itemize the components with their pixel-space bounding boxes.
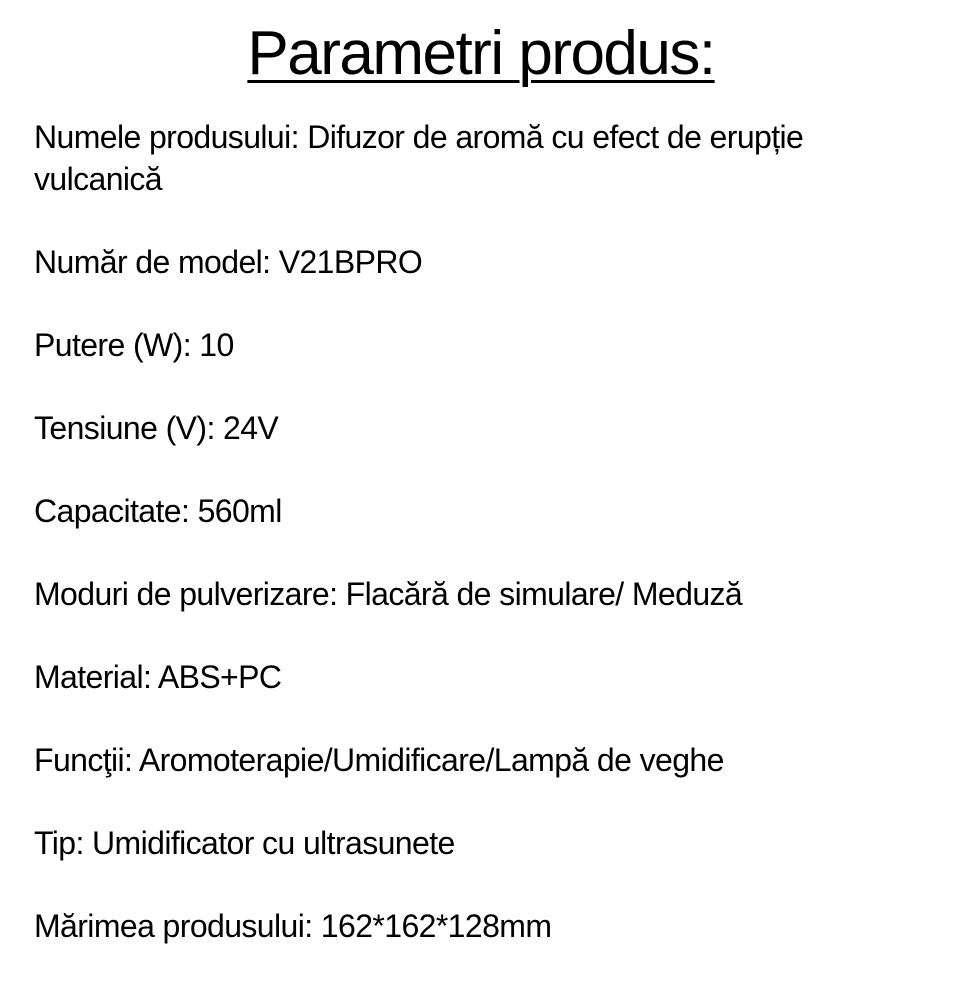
spec-type: Tip: Umidificator cu ultrasunete xyxy=(34,825,455,861)
spec-list xyxy=(34,116,934,988)
spec-spray-modes: Moduri de pulverizare: Flacără de simulare/ Meduză xyxy=(34,576,743,612)
spec-voltage: Tensiune (V): 24V xyxy=(34,410,279,446)
page-title xyxy=(0,14,962,94)
spec-product-size: Mărimea produsului: 162*162*128mm xyxy=(34,908,552,944)
spec-product-name: Numele produsului: Difuzor de aromă cu efect de erupție vulcanică xyxy=(34,119,804,197)
spec-power: Putere (W): 10 xyxy=(34,327,234,363)
spec-material: Material: ABS+PC xyxy=(34,659,282,695)
spec-capacity: Capacitate: 560ml xyxy=(34,493,282,529)
spec-functions: Funcţii: Aromoterapie/Umidificare/Lampă de veghe xyxy=(34,742,724,778)
page-title-text: Parametri produs: xyxy=(247,19,715,88)
spec-model-number: Număr de model: V21BPRO xyxy=(34,244,423,280)
